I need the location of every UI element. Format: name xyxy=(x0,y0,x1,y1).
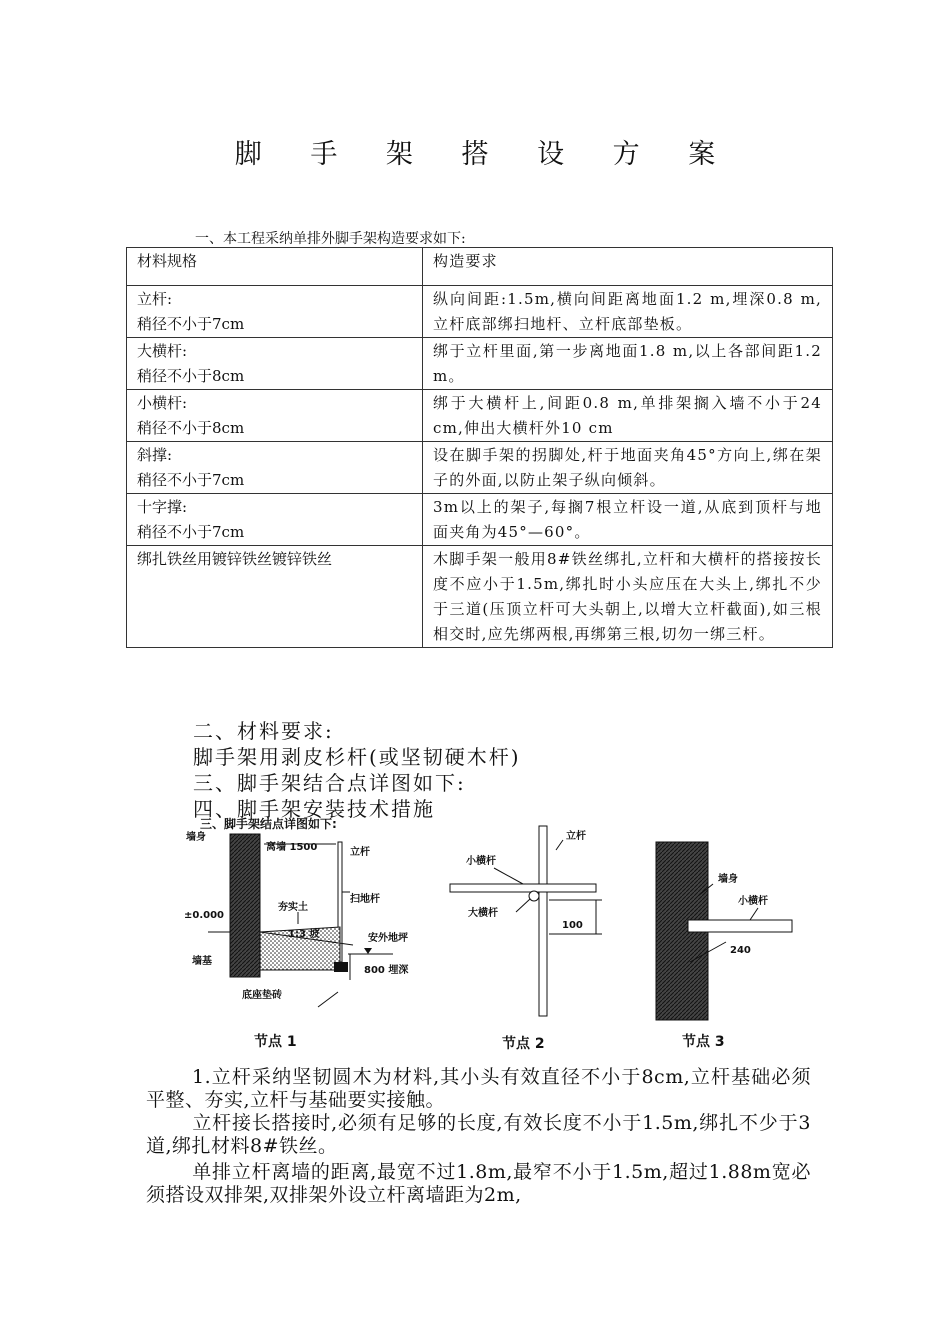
table-row xyxy=(127,546,833,648)
spec-table xyxy=(126,247,833,648)
material-name: 十字撑: xyxy=(137,498,188,516)
node1-wall-label: 墙身 xyxy=(186,832,206,843)
section-2-body: 脚手架用剥皮杉杆(或坚韧硬木杆) xyxy=(193,745,521,769)
table-row xyxy=(127,442,833,494)
node3-wall-label: 墙身 xyxy=(718,874,738,885)
material-name: 立杆: xyxy=(137,290,173,308)
requirement-cell: 木脚手架一般用8#铁丝绑扎,立杆和大横杆的搭接按长度不应小于1.5m,绑扎时小头应压在大头上,绑扎不少于三道(压顶立杆可大头朝上,以增大立杆截面),如三根相交时,应先绑两根,再绑第三根,切勿一绑三杆。 xyxy=(423,546,833,648)
material-spec: 稍径不小于7cm xyxy=(137,471,245,489)
node2-big-bar-label: 大横杆 xyxy=(468,908,498,919)
requirement-cell: 3m以上的架子,每搁7根立杆设一道,从底到顶杆与地面夹角为45°—60°。 xyxy=(423,494,833,546)
node1-level-label: ±0.000 xyxy=(184,910,225,921)
node1-ground-label: 安外地坪 xyxy=(368,933,408,944)
node1-tamped-label: 夯实土 xyxy=(278,902,308,913)
node2-small-bar-label: 小横杆 xyxy=(466,856,496,867)
material-name: 绑扎铁丝用镀锌铁丝镀锌铁丝 xyxy=(137,550,333,568)
page-title: 脚 手 架 搭 设 方 案 xyxy=(234,139,736,170)
material-cell xyxy=(127,286,423,338)
paragraph-2-text: 立杆接长搭接时,必须有足够的长度,有效长度不小于1.5m,绑扎不少于3道,绑扎材料8#铁丝。 xyxy=(146,1112,811,1157)
table-row xyxy=(127,286,833,338)
node3-caption: 节点 3 xyxy=(682,1034,725,1050)
header-requirement: 构造要求 xyxy=(423,248,833,286)
node3-dim-label: 240 xyxy=(730,945,751,956)
requirement-cell: 设在脚手架的拐脚处,杆于地面夹角45°方向上,绑在架子的外面,以防止架子纵向倾斜。 xyxy=(423,442,833,494)
paragraph-3 xyxy=(146,1161,811,1207)
material-cell xyxy=(127,546,423,648)
node1-pad-label: 底座垫砖 xyxy=(242,990,282,1001)
material-name: 斜撑: xyxy=(137,446,173,464)
figure-heading: 三、脚手架结点详图如下: xyxy=(200,817,337,831)
table-row xyxy=(127,338,833,390)
paragraph-1 xyxy=(146,1066,811,1112)
node1-foundation-label: 墙基 xyxy=(192,956,212,967)
section-1-intro: 一、本工程采纳单排外脚手架构造要求如下: xyxy=(195,231,466,247)
section-2-heading: 二、材料要求: xyxy=(193,719,334,743)
table-row xyxy=(127,494,833,546)
material-spec: 稍径不小于8cm xyxy=(137,419,245,437)
material-spec: 稍径不小于8cm xyxy=(137,367,245,385)
material-name: 大横杆: xyxy=(137,342,188,360)
node2-dim-label: 100 xyxy=(562,920,583,931)
section-4-heading: 四、脚手架安装技术措施 xyxy=(193,797,435,821)
material-cell xyxy=(127,494,423,546)
node1-caption: 节点 1 xyxy=(254,1034,297,1050)
material-name: 小横杆: xyxy=(137,394,188,412)
table-row xyxy=(127,390,833,442)
material-spec: 稍径不小于7cm xyxy=(137,315,245,333)
node2-caption: 节点 2 xyxy=(502,1036,545,1052)
node-3-drawing xyxy=(656,842,792,1020)
node1-slope-label: 1:3 坡 xyxy=(288,929,320,940)
table-header-row xyxy=(127,248,833,286)
node1-sweep-label: 扫地杆 xyxy=(350,894,380,905)
section-3-heading: 三、脚手架结合点详图如下: xyxy=(193,771,466,795)
header-material: 材料规格 xyxy=(127,248,423,286)
material-spec: 稍径不小于7cm xyxy=(137,523,245,541)
node2-pole-label: 立杆 xyxy=(566,831,586,842)
node1-offset-label: 离墙 1500 xyxy=(266,842,318,853)
paragraph-3-text: 单排立杆离墙的距离,最宽不过1.8m,最窄不小于1.5m,超过1.88m宽必须搭设双排架,双排架外设立杆离墙距为2m, xyxy=(146,1161,811,1206)
material-cell xyxy=(127,338,423,390)
requirement-cell: 绑于立杆里面,第一步离地面1.8 m,以上各部间距1.2 m。 xyxy=(423,338,833,390)
requirement-cell: 纵向间距:1.5m,横向间距离地面1.2 m,埋深0.8 m,立杆底部绑扫地杆、立杆底部垫板。 xyxy=(423,286,833,338)
node1-pole-label: 立杆 xyxy=(350,847,370,858)
paragraph-2 xyxy=(146,1112,811,1158)
node1-depth-label: 800 埋深 xyxy=(364,965,409,976)
paragraph-1-text: 1.立杆采纳坚韧圆木为材料,其小头有效直径不小于8cm,立杆基础必须平整、夯实,立杆与基础要实接触。 xyxy=(146,1066,811,1111)
requirement-cell: 绑于大横杆上,间距0.8 m,单排架搁入墙不小于24 cm,伸出大横杆外10 cm xyxy=(423,390,833,442)
node3-small-bar-label: 小横杆 xyxy=(738,896,768,907)
node-1-drawing xyxy=(208,834,393,1007)
material-cell xyxy=(127,442,423,494)
material-cell xyxy=(127,390,423,442)
node-detail-figure xyxy=(178,812,818,1062)
